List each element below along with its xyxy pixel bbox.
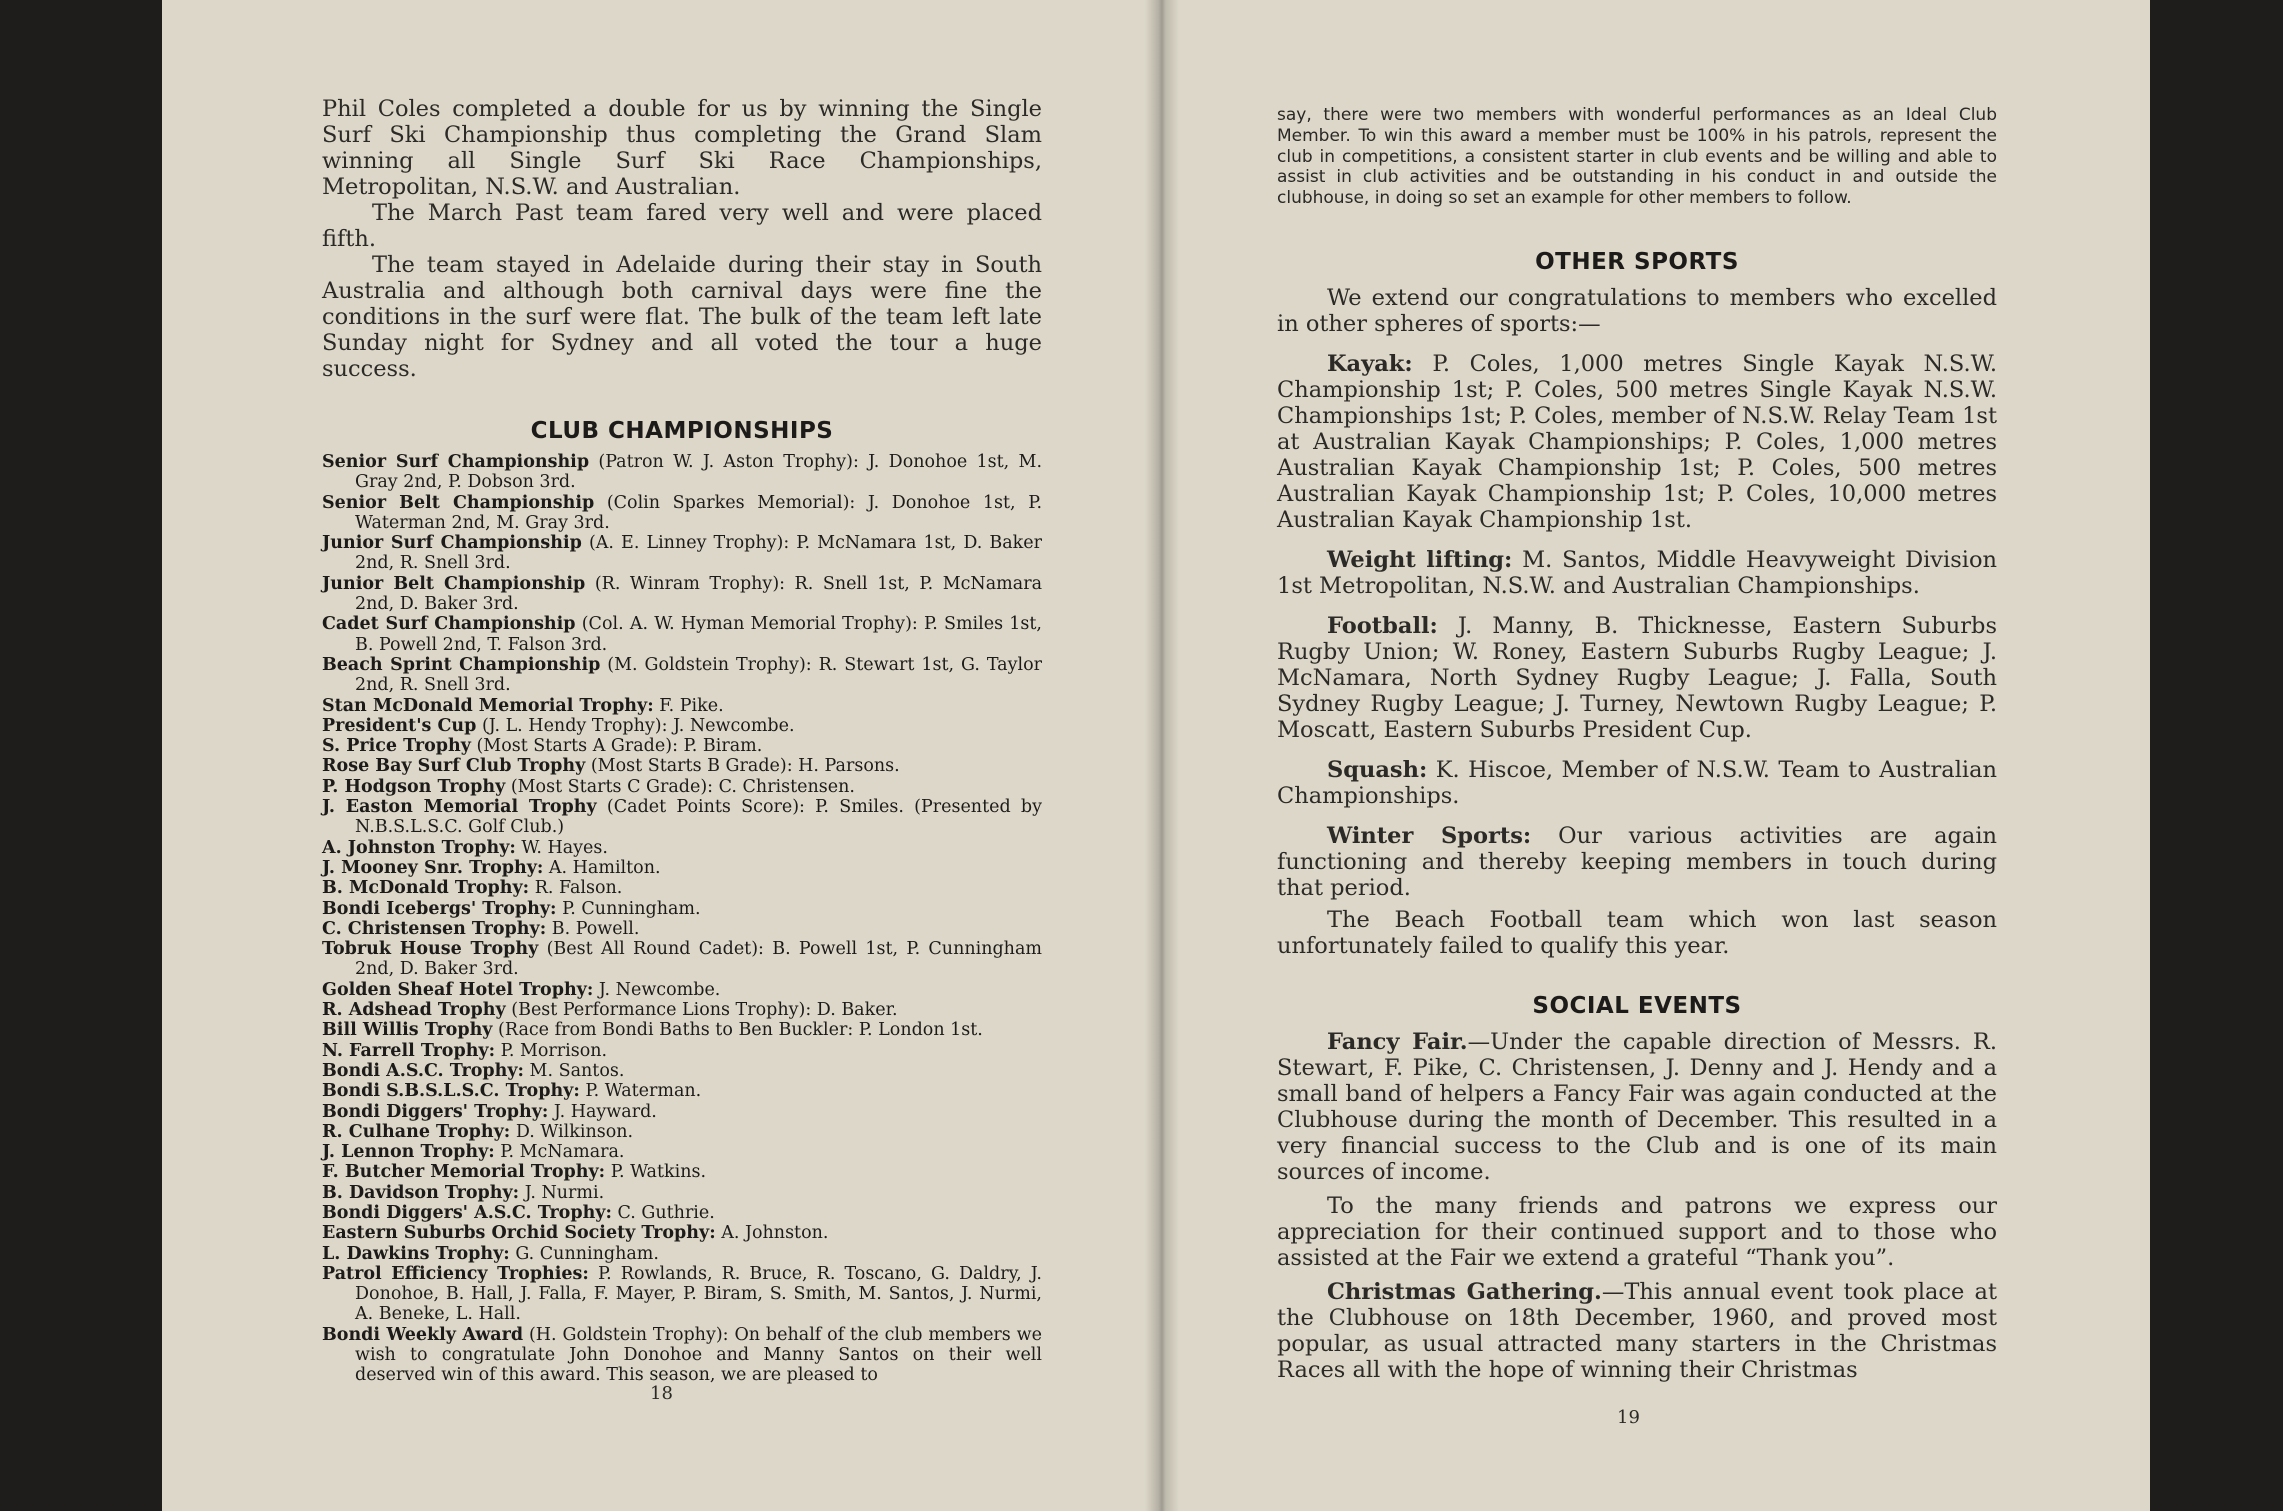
championship-entry <box>322 716 1042 736</box>
championship-entry <box>322 1203 1042 1223</box>
championship-detail: M. Santos. <box>523 1060 625 1081</box>
championship-title: Beach Sprint Championship <box>322 654 601 675</box>
championship-title: Bondi S.B.S.L.S.C. Trophy: <box>322 1081 580 1102</box>
social-text: —Under the capable direction of Messrs. R. Stewart, F. Pike, C. Christensen, J. Denny and J. Hendy and a small band of helpers a Fancy Fair was again conducted at the Clubhouse during the month of December. This resulted in a very financial success to the Club and is one of its main sources of income. <box>1277 1028 1997 1185</box>
championship-title: Senior Surf Championship <box>322 452 590 472</box>
championship-title: Bondi Diggers' A.S.C. Trophy: <box>322 1202 612 1223</box>
championship-entry <box>322 1162 1042 1182</box>
championship-title: R. Adshead Trophy <box>322 1000 506 1021</box>
championship-entry <box>322 1061 1042 1081</box>
championship-title: Patrol Efficiency Trophies: <box>322 1263 589 1284</box>
championship-entry <box>322 899 1042 919</box>
championship-title: Bill Willis Trophy <box>322 1020 493 1041</box>
championship-detail: (J. L. Hendy Trophy): J. Newcombe. <box>476 715 795 736</box>
sport-text: The Beach Football team which won last season unfortunately failed to qualify this year. <box>1277 906 1997 959</box>
championship-detail: (H. Goldstein Trophy): On behalf of the club members we wish to congratulate John Donohoe and Manny Santos on their well deserved win of this award. This season, we are pleased to <box>355 1324 1042 1386</box>
championship-entry <box>322 1041 1042 1061</box>
championship-detail: P. Cunningham. <box>556 898 701 919</box>
social-text: —This annual event took place at the Clubhouse on 18th December, 1960, and proved most popular, as usual attracted many starters in the Christmas Races all with the hope of winning their Christmas <box>1277 1278 1997 1383</box>
championship-entry <box>322 574 1042 615</box>
championship-detail: (R. Winram Trophy): R. Snell 1st, P. McNamara 2nd, D. Baker 3rd. <box>355 573 1043 615</box>
sport-label: Squash: <box>1327 756 1428 783</box>
other-sports-heading: OTHER SPORTS <box>1535 248 1739 275</box>
championship-entry <box>322 878 1042 898</box>
championship-title: Eastern Suburbs Orchid Society Trophy: <box>322 1223 716 1244</box>
championship-entry <box>322 736 1042 756</box>
championship-title: R. Culhane Trophy: <box>322 1121 511 1142</box>
championship-detail: A. Johnston. <box>715 1223 829 1244</box>
championship-title: L. Dawkins Trophy: <box>322 1243 510 1264</box>
championship-entry <box>322 533 1042 574</box>
championship-detail: (M. Goldstein Trophy): R. Stewart 1st, G. Taylor 2nd, R. Snell 3rd. <box>355 654 1042 696</box>
championship-detail: C. Guthrie. <box>611 1202 715 1223</box>
championship-entry <box>322 1102 1042 1122</box>
championship-entry <box>322 980 1042 1000</box>
championship-detail: A. Hamilton. <box>543 857 661 878</box>
book-gutter <box>1145 0 1179 1511</box>
other-sports-section <box>1277 285 1997 959</box>
championship-detail: (Col. A. W. Hyman Memorial Trophy): P. Smiles 1st, B. Powell 2nd, T. Falson 3rd. <box>355 614 1042 655</box>
championship-entry <box>322 777 1042 797</box>
championship-title: Junior Belt Championship <box>322 573 586 594</box>
championship-detail: (Colin Sparkes Memorial): J. Donohoe 1st, P. Waterman 2nd, M. Gray 3rd. <box>355 492 1043 533</box>
championship-entry <box>322 919 1042 939</box>
championship-detail: (Cadet Points Score): P. Smiles. (Presented by N.B.S.L.S.C. Golf Club.) <box>355 797 1043 838</box>
championship-title: B. McDonald Trophy: <box>322 878 530 899</box>
championship-detail: (A. E. Linney Trophy): P. McNamara 1st, D. Baker 2nd, R. Snell 3rd. <box>355 533 1042 574</box>
championship-title: Stan McDonald Memorial Trophy: <box>322 695 654 716</box>
intro-paragraph-1: Phil Coles completed a double for us by winning the Single Surf Ski Championship thus completing the Grand Slam winning all Single Surf Ski Race Championships, Metropolitan, N.S.W. and Australian. <box>322 96 1042 200</box>
sport-text: J. Manny, B. Thicknesse, Eastern Suburbs Rugby Union; W. Roney, Eastern Suburbs Rugby League; J. McNamara, North Sydney Rugby League; J. Falla, South Sydney Rugby League; J. Turney, Newtown Rugby League; P. Moscatt, Eastern Suburbs President Cup. <box>1277 612 1997 743</box>
championship-detail: P. Waterman. <box>579 1081 702 1102</box>
social-label: Fancy Fair. <box>1327 1028 1468 1055</box>
right-page <box>1162 0 2150 1511</box>
championship-title: Bondi Icebergs' Trophy: <box>322 898 557 919</box>
championship-detail: W. Hayes. <box>515 837 608 858</box>
left-column <box>322 96 1042 1386</box>
championship-title: S. Price Trophy <box>322 736 471 757</box>
championship-entry <box>322 1081 1042 1101</box>
championship-entry <box>322 1325 1042 1386</box>
championship-title: N. Farrell Trophy: <box>322 1040 496 1061</box>
championship-title: Senior Belt Championship <box>322 492 595 513</box>
championship-entry <box>322 452 1042 493</box>
championship-detail: J. Hayward. <box>548 1101 657 1122</box>
sport-paragraph <box>1277 757 1997 809</box>
championship-detail: (Most Starts B Grade): H. Parsons. <box>585 756 900 777</box>
championship-detail: F. Pike. <box>653 695 724 716</box>
championship-title: Bondi Diggers' Trophy: <box>322 1101 549 1122</box>
championship-title: Tobruk House Trophy <box>322 939 539 960</box>
other-sports-intro: We extend our congratulations to members who excelled in other spheres of sports:— <box>1277 284 1997 337</box>
championship-entry <box>322 1142 1042 1162</box>
social-paragraph <box>1277 1279 1997 1383</box>
championship-title: Bondi A.S.C. Trophy: <box>322 1060 524 1081</box>
championship-title: A. Johnston Trophy: <box>322 837 516 858</box>
championship-title: Junior Surf Championship <box>322 533 582 554</box>
championship-detail: J. Nurmi. <box>519 1182 605 1203</box>
championship-entry <box>322 838 1042 858</box>
championship-title: J. Lennon Trophy: <box>322 1142 495 1163</box>
right-column <box>1277 105 1997 1383</box>
championship-entry <box>322 614 1042 655</box>
championship-title: P. Hodgson Trophy <box>322 776 506 797</box>
sport-label: Weight lifting: <box>1327 546 1513 573</box>
championship-detail: P. Morrison. <box>495 1040 608 1061</box>
championship-entry <box>322 1223 1042 1243</box>
championship-title: Bondi Weekly Award <box>322 1324 524 1345</box>
championship-title: Cadet Surf Championship <box>322 614 576 635</box>
championship-entry <box>322 1122 1042 1142</box>
championship-entry <box>322 1244 1042 1264</box>
sport-label: Football: <box>1327 612 1438 639</box>
championship-entry <box>322 1020 1042 1040</box>
social-events-heading: SOCIAL EVENTS <box>1532 992 1742 1019</box>
championship-title: J. Mooney Snr. Trophy: <box>322 857 544 878</box>
championships-list <box>322 452 1042 1386</box>
sport-paragraph <box>1277 613 1997 743</box>
championship-detail: (Most Starts A Grade): P. Biram. <box>470 736 763 757</box>
sport-text: M. Santos, Middle Heavyweight Division 1st Metropolitan, N.S.W. and Australian Championships. <box>1277 546 1997 599</box>
championship-detail: R. Falson. <box>529 878 623 899</box>
sport-label: Kayak: <box>1327 350 1413 377</box>
championship-title: Golden Sheaf Hotel Trophy: <box>322 979 594 1000</box>
championship-detail: (Race from Bondi Baths to Ben Buckler: P. London 1st. <box>492 1020 983 1041</box>
ideal-member-continuation: say, there were two members with wonderful performances as an Ideal Club Member. To win this award a member must be 100% in his patrols, represent the club in competitions, a consistent starter in club events and be willing and able to assist in club activities and be outstanding in his conduct in and outside the clubhouse, in doing so set an example for other members to follow. <box>1277 105 1997 209</box>
championship-entry <box>322 939 1042 980</box>
championship-entry <box>322 696 1042 716</box>
championship-detail: B. Powell. <box>546 918 640 939</box>
championship-title: F. Butcher Memorial Trophy: <box>322 1162 606 1183</box>
club-championships-heading: CLUB CHAMPIONSHIPS <box>530 418 834 444</box>
sport-paragraph <box>1277 351 1997 533</box>
intro-paragraph-3: The team stayed in Adelaide during their stay in South Australia and although both carnival days were fine the conditions in the surf were flat. The bulk of the team left late Sunday night for Sydney and all voted the tour a huge success. <box>322 252 1042 382</box>
championship-detail: (Patron W. J. Aston Trophy): J. Donohoe 1st, M. Gray 2nd, P. Dobson 3rd. <box>355 452 1043 493</box>
page-number-right: 19 <box>1617 1407 1640 1428</box>
championship-entry <box>322 1183 1042 1203</box>
sport-text: P. Coles, 1,000 metres Single Kayak N.S.W. Championship 1st; P. Coles, 500 metres Single Kayak N.S.W. Championships 1st; P. Coles, member of N.S.W. Relay Team 1st at Australian Kayak Championships; P. Coles, 1,000 metres Australian Kayak Championship 1st; P. Coles, 500 metres Australian Kayak Championship 1st; P. Coles, 10,000 metres Australian Kayak Championship 1st. <box>1277 350 1997 533</box>
championship-detail: D. Wilkinson. <box>510 1121 634 1142</box>
sports-list <box>1277 351 1997 959</box>
championship-entry <box>322 493 1042 534</box>
social-events-list <box>1277 1029 1997 1383</box>
championship-title: President's Cup <box>322 715 477 736</box>
championship-detail: J. Newcombe. <box>593 979 721 1000</box>
championship-detail: (Best All Round Cadet): B. Powell 1st, P. Cunningham 2nd, D. Baker 3rd. <box>355 939 1042 980</box>
championship-detail: (Most Starts C Grade): C. Christensen. <box>505 776 855 797</box>
championship-entry <box>322 756 1042 776</box>
social-label: Christmas Gathering. <box>1327 1278 1602 1305</box>
championship-detail: G. Cunningham. <box>509 1243 659 1264</box>
championship-title: B. Davidson Trophy: <box>322 1182 520 1203</box>
social-paragraph <box>1277 1193 1997 1271</box>
championship-title: J. Easton Memorial Trophy <box>322 797 597 818</box>
championship-entry <box>322 858 1042 878</box>
championship-detail: P. Rowlands, R. Bruce, R. Toscano, G. Daldry, J. Donohoe, B. Hall, J. Falla, F. Mayer, P. Biram, S. Smith, M. Santos, J. Nurmi, A. Beneke, L. Hall. <box>355 1263 1042 1325</box>
page-number-left: 18 <box>650 1383 673 1404</box>
championship-entry <box>322 655 1042 696</box>
social-text: To the many friends and patrons we express our appreciation for their continued support and to those who assisted at the Fair we extend a grateful “Thank you”. <box>1277 1192 1997 1271</box>
intro-paragraph-2: The March Past team fared very well and were placed fifth. <box>322 200 1042 252</box>
championship-entry <box>322 797 1042 838</box>
championship-entry <box>322 1264 1042 1325</box>
championship-detail: P. Watkins. <box>605 1162 707 1183</box>
sport-paragraph <box>1277 547 1997 599</box>
championship-entry <box>322 1000 1042 1020</box>
sport-text: K. Hiscoe, Member of N.S.W. Team to Australian Championships. <box>1277 756 1997 809</box>
championship-title: Rose Bay Surf Club Trophy <box>322 756 586 777</box>
sport-text: Our various activities are again functioning and thereby keeping members in touch during that period. <box>1277 822 1998 901</box>
championship-title: C. Christensen Trophy: <box>322 918 547 939</box>
sport-paragraph <box>1277 907 1997 959</box>
left-page <box>162 0 1162 1511</box>
social-paragraph <box>1277 1029 1997 1185</box>
sport-paragraph <box>1277 823 1997 901</box>
championship-detail: (Best Performance Lions Trophy): D. Baker. <box>505 1000 898 1021</box>
sport-label: Winter Sports: <box>1327 822 1532 849</box>
championship-detail: P. McNamara. <box>494 1142 625 1163</box>
